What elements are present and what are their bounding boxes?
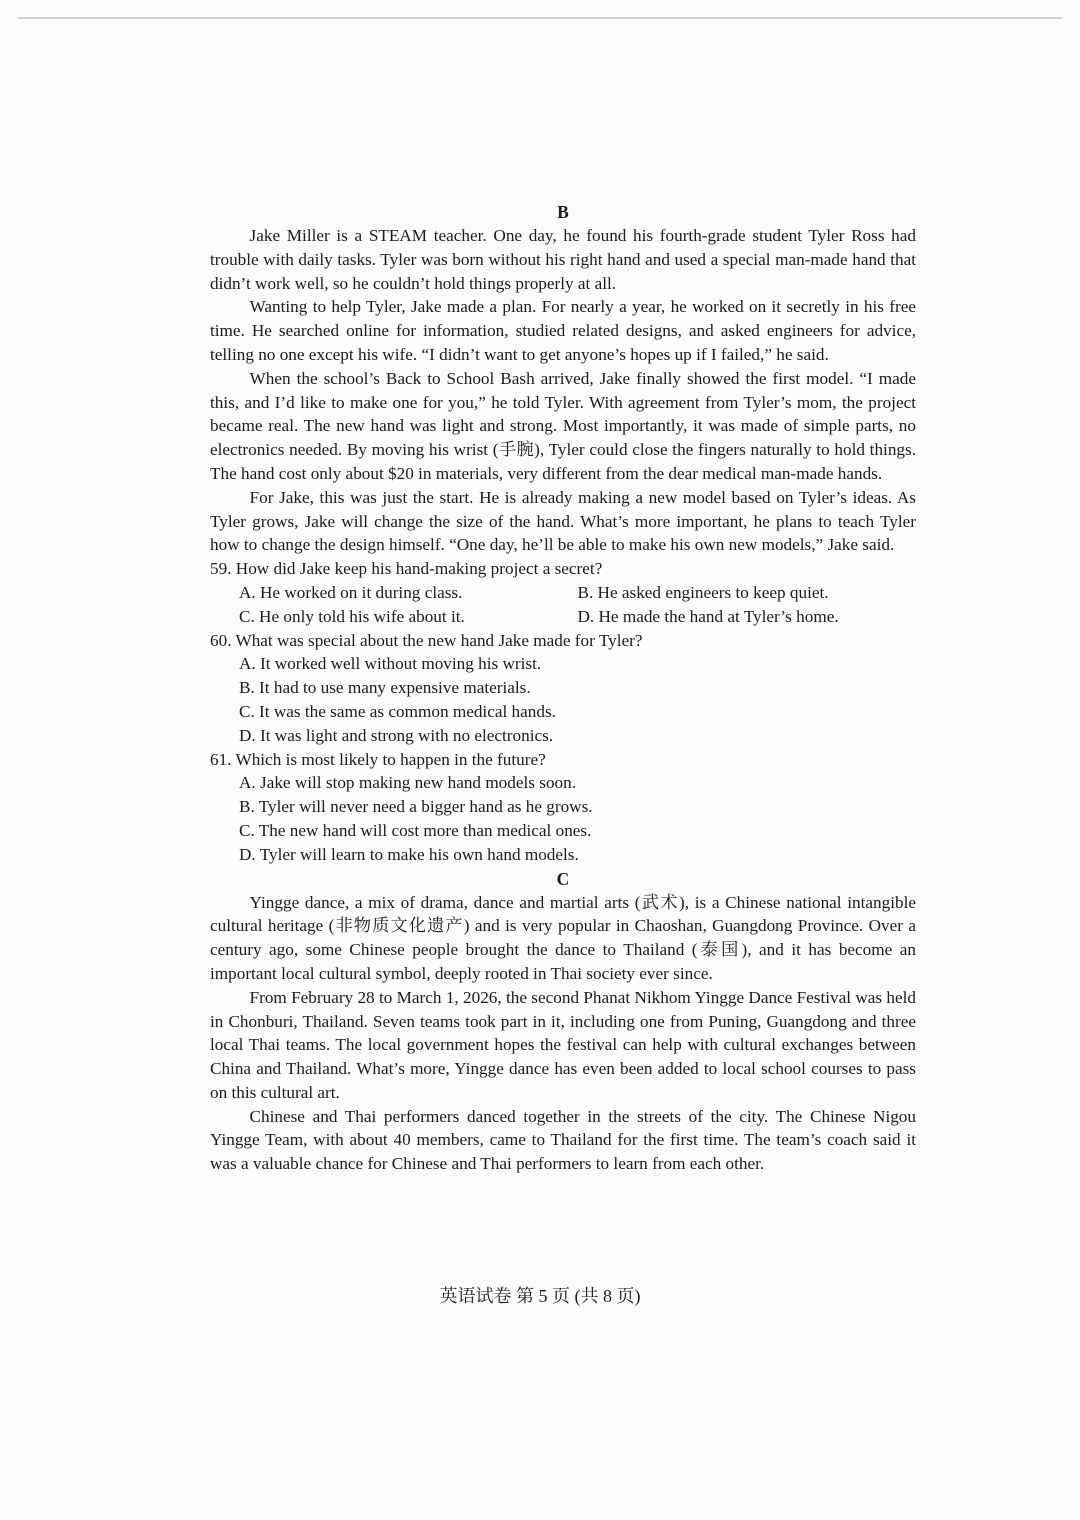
page-footer: 英语试卷 第 5 页 (共 8 页)	[439, 1286, 641, 1306]
question-59-option-a: A. He worked on it during class.	[239, 582, 463, 602]
question-60-option-a: A. It worked well without moving his wrist.	[239, 654, 542, 674]
question-59-option-d: D. He made the hand at Tyler’s home.	[577, 606, 839, 626]
question-61	[210, 748, 916, 867]
section-c-title: C	[556, 868, 570, 889]
section-b-paragraph-2: Wanting to help Tyler, Jake made a plan. For nearly a year, he worked on it secretly in his free time. He searched online for information, studied related designs, and asked engineers for advice, telling no one except his wife. “I didn’t want to get anyone’s hopes up if I failed,” he said.	[210, 297, 916, 364]
section-b-paragraph-4: For Jake, this was just the start. He is already making a new model based on Tyler’s ideas. As Tyler grows, Jake will change the size of the hand. What’s more important, he plans to teach Tyler how to change the design himself. “One day, he’ll be able to make his own new models,” Jake said.	[210, 487, 916, 555]
question-60-option-d: D. It was light and strong with no electronics.	[239, 725, 554, 745]
question-60-stem: 60. What was special about the new hand Jake made for Tyler?	[210, 630, 643, 650]
section-b-title: B	[557, 202, 569, 222]
question-61-option-b: B. Tyler will never need a bigger hand as he grows.	[239, 797, 593, 817]
question-61-option-c: C. The new hand will cost more than medical ones.	[239, 820, 592, 840]
question-60-option-c: C. It was the same as common medical hands.	[239, 701, 556, 721]
question-60-option-b: B. It had to use many expensive materials.	[239, 678, 531, 698]
top-divider	[18, 17, 1062, 19]
question-59-stem: 59. How did Jake keep his hand-making project a secret?	[210, 559, 603, 579]
question-59-option-c: C. He only told his wife about it.	[239, 606, 465, 626]
section-c-paragraph-2: From February 28 to March 1, 2026, the second Phanat Nikhom Yingge Dance Festival was held in Chonburi, Thailand. Seven teams took part in it, including one from Puning, Guangdong and three local Thai teams. The local government hopes the festival can help with cultural exchanges between China and Thailand. What’s more, Yingge dance has even been added to local school courses to pass on this cultural art.	[210, 987, 916, 1102]
section-b-paragraph-3: When the school’s Back to School Bash arrived, Jake finally showed the first model. “I made this, and I’d like to make one for you,” he told Tyler. With agreement from Tyler’s mom, the project became real. The new hand was light and strong. Most importantly, it was made of simple parts, no electronics needed. By moving his wrist (手腕), Tyler could close the fingers naturally to hold things. The hand cost only about $20 in materials, very different from the dear medical man-made hands.	[210, 368, 916, 483]
section-b-paragraph-1: Jake Miller is a STEAM teacher. One day, he found his fourth-grade student Tyler Ross had trouble with daily tasks. Tyler was born without his right hand and used a special man-made hand that didn’t work well, so he couldn’t hold things properly at all.	[210, 226, 916, 293]
exam-page	[210, 200, 916, 1176]
question-61-option-a: A. Jake will stop making new hand models soon.	[239, 773, 577, 793]
question-60	[210, 629, 916, 748]
section-c-paragraph-3: Chinese and Thai performers danced together in the streets of the city. The Chinese Nigou Yingge Team, with about 40 members, came to Thailand for the first time. The team’s coach said it was a valuable chance for Chinese and Thai performers to learn from each other.	[210, 1106, 916, 1174]
question-61-option-d: D. Tyler will learn to make his own hand models.	[239, 844, 579, 864]
question-61-stem: 61. Which is most likely to happen in the future?	[210, 749, 546, 769]
question-59	[210, 557, 916, 628]
question-59-option-b: B. He asked engineers to keep quiet.	[577, 582, 829, 602]
section-c-paragraph-1: Yingge dance, a mix of drama, dance and martial arts (武术), is a Chinese national intangible cultural heritage (非物质文化遗产) and is very popular in Chaoshan, Guangdong Province. Over a century ago, some Chinese people brought the dance to Thailand (泰国), and it has become an important local cultural symbol, deeply rooted in Thai society ever since.	[210, 892, 916, 983]
